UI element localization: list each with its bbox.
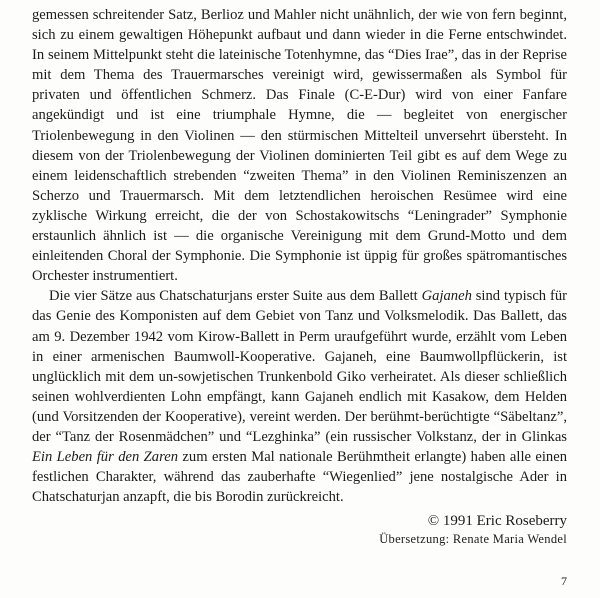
paragraph-1-text: gemessen schreitender Satz, Berlioz und Mahler nicht unähnlich, der wie von fern beginnt, sich zu einem gewaltigen Höhepunkt aufbaut und dann wieder in die Ferne entschwindet. In seinem Mittelpunkt steht die lateinische Totenhymne, das “Dies Irae”, das in der Reprise mit dem Thema des Trauermarsches vereinigt wird, gewissermaßen als Symbol für privaten und öffentlichen Schmerz. Das Finale (C-E-Dur) wird von einer Fanfare angekündigt und ist eine triumphale Hymne, die — begleitet von energischer Triolenbewegung in den Violinen — den stürmischen Mittelteil unversehrt übersteht. In diesem von der Triolenbewegung der Violinen dominierten Teil gibt es auf dem Wege zu einem leidenschaftlich strebenden “zweiten Thema” in den Violinen Reminiszenzen an Scherzo und Trauermarsch. Mit dem letztendlichen heroischen Resümee wird eine zyklische Wirkung erreicht, die der von Schostakowitschs “Leningrader” Symphonie erstaunlich ähnlich ist — die organische Vereinigung mit dem Grund-Motto und dem einleitenden Choral der Symphonie. Die Symphonie ist üppig für großes spätromantisches Orchester instrumentiert.: [32, 7, 567, 285]
ballet-title-gajaneh: Gajaneh: [421, 288, 472, 305]
paragraph-2-text-b: sind typisch für das Genie des Komponisten auf dem Gebiet von Tanz und Volksmelodik. Das Ballett, das am 9. Dezember 1942 vom Kirow-Ballett in Perm uraufgeführt wurde, erzählt vom Leben in einer armenischen Baumwoll-Kooperative. Gajaneh, eine Baumwollpflückerin, ist unglücklich mit dem un-sowjetischen Trunkenbold Giko verheiratet. Als dieser schließlich seinen wohlverdienten Lohn empfängt, kann Gajaneh endlich mit Kasakow, dem Helden (und Vorsitzenden der Kooperative), vereint werden. Der berühmt-berüchtigte “Säbeltanz”, der “Tanz der Rosenmädchen” und “Lezghinka” (ein russischer Volkstanz, der in Glinkas: [32, 288, 567, 445]
paragraph-1: [32, 5, 567, 286]
essay-text: [32, 5, 567, 507]
translation-credit: Übersetzung: Renate Maria Wendel: [379, 532, 567, 547]
opera-title-glinka: Ein Leben für den Zaren: [32, 449, 179, 466]
paragraph-2: [32, 286, 567, 507]
copyright-line: © 1991 Eric Roseberry: [427, 513, 567, 530]
page-number: 7: [561, 574, 567, 588]
paragraph-2-text-a: Die vier Sätze aus Chatschaturjans erster Suite aus dem Ballett: [49, 288, 422, 305]
paragraph-2-text-c: zum ersten Mal nationale Berühmtheit erlangte) haben alle einen festlichen Charakter, während das zauberhafte “Wiegenlied” jene nostalgische Ader in Chatschaturjan anzapft, die bis Borodin zurückreicht.: [32, 449, 568, 506]
